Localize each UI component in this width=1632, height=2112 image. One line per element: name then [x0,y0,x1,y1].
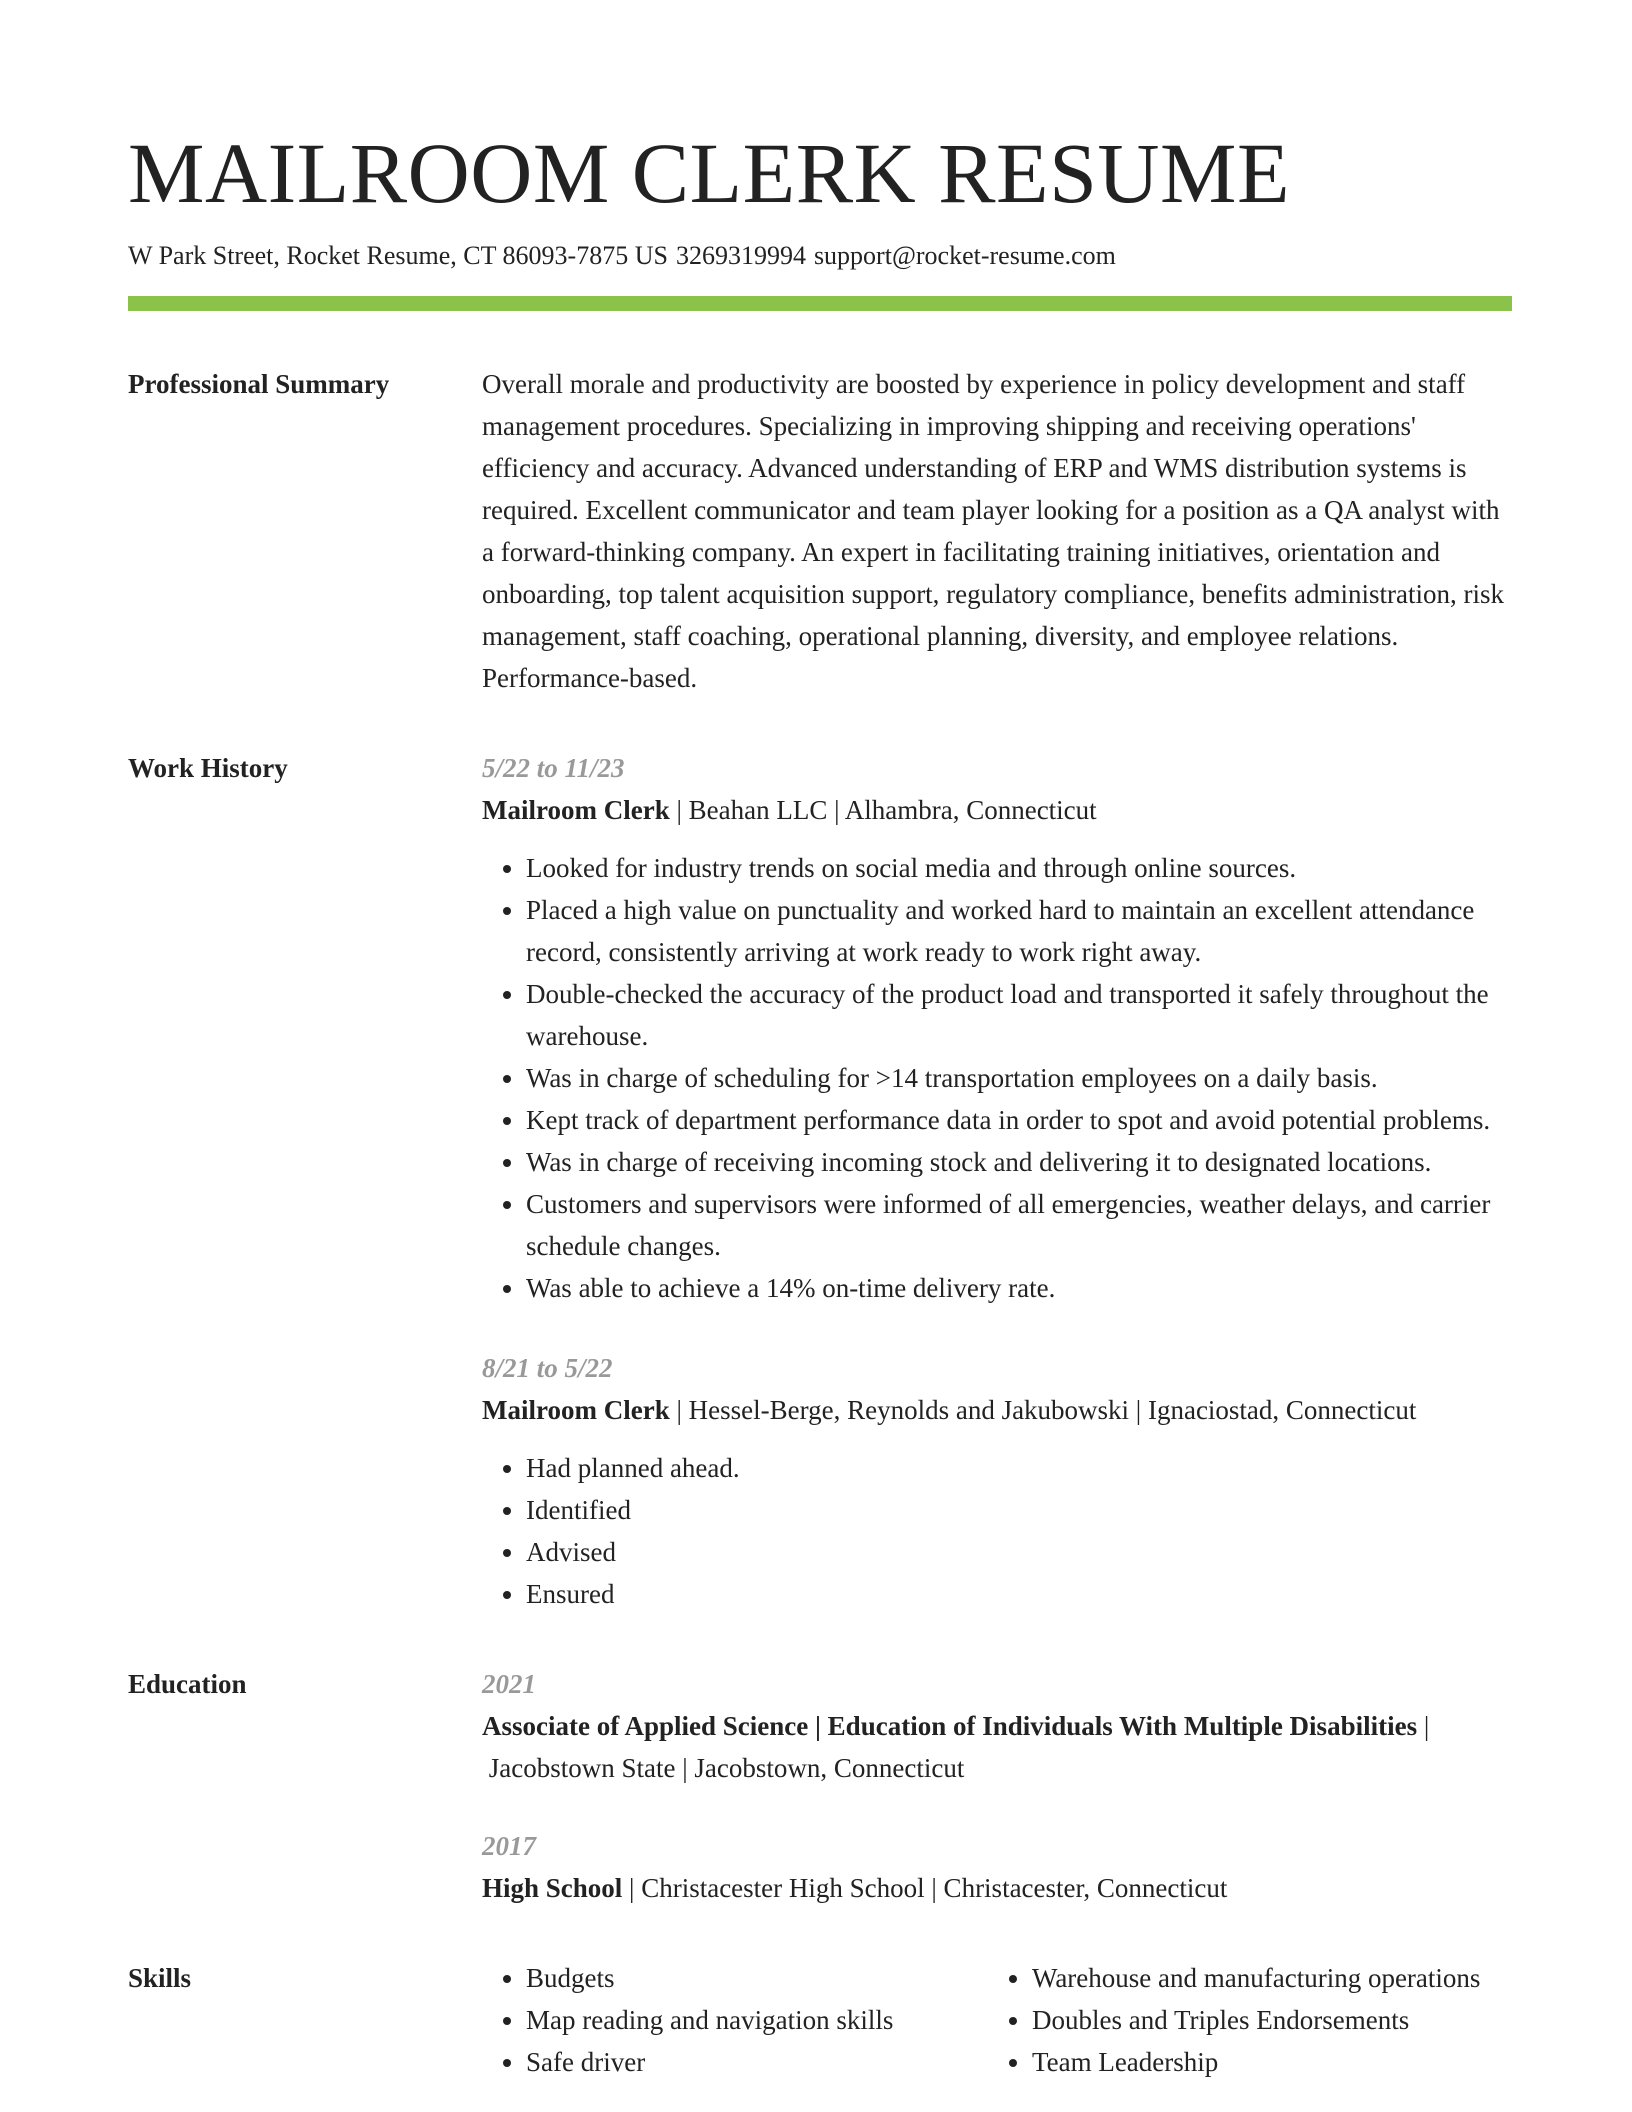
job-entry [482,1347,1512,1615]
education-entry [482,1663,1512,1789]
skill-item: • Map reading and navigation skills [526,1999,988,2041]
job-bullet: • Placed a high value on punctuality and worked hard to maintain an excellent attendance record, consistently arriving at work ready to work right away. [526,889,1512,973]
education-line [482,1705,1512,1789]
job-bullet: • Was in charge of scheduling for >14 transportation employees on a daily basis. [526,1057,1512,1099]
job-title: Mailroom Clerk [482,1395,670,1425]
job-bullet: • Had planned ahead. [526,1447,1512,1489]
summary-heading: Professional Summary [128,369,390,399]
skill-item: • Team Leadership [1032,2041,1494,2083]
job-details: | Beahan LLC | Alhambra, Connecticut [669,795,1097,825]
job-bullet: • Looked for industry trends on social media and through online sources. [526,847,1512,889]
education-degree: High School [482,1873,623,1903]
job-line [482,1389,1512,1431]
education-section [128,1663,1512,1909]
job-bullet: • Was able to achieve a 14% on-time delivery rate. [526,1267,1512,1309]
job-title: Mailroom Clerk [482,795,670,825]
education-line [482,1867,1512,1909]
education-year: 2017 [482,1831,536,1861]
education-heading: Education [128,1669,247,1699]
work-history-heading: Work History [128,753,288,783]
job-bullet: • Identified [526,1489,1512,1531]
job-bullets [482,1447,1512,1615]
contact-address: W Park Street, Rocket Resume, CT 86093-7875 US [128,241,668,270]
skill-item: • Warehouse and manufacturing operations [1032,1957,1494,1999]
job-entry [482,747,1512,1309]
job-details: | Hessel-Berge, Reynolds and Jakubowski | Ignaciostad, Connecticut [669,1395,1417,1425]
job-bullet: • Customers and supervisors were informed of all emergencies, weather delays, and carrier schedule changes. [526,1183,1512,1267]
header-divider [128,296,1512,311]
job-line [482,789,1512,831]
job-bullet: • Was in charge of receiving incoming stock and delivering it to designated locations. [526,1141,1512,1183]
skills-list-right [988,1957,1494,2083]
contact-line [128,238,1512,274]
education-degree: Associate of Applied Science | Education of Individuals With Multiple Disabilities [482,1711,1418,1741]
education-entry [482,1825,1512,1909]
skill-item: • Doubles and Triples Endorsements [1032,1999,1494,2041]
work-history-section [128,747,1512,1615]
resume-title: MAILROOM CLERK RESUME [128,125,1291,221]
education-details: | Christacester High School | Christacester, Connecticut [622,1873,1228,1903]
job-dates: 5/22 to 11/23 [482,753,625,783]
summary-section [128,363,1512,699]
summary-text: Overall morale and productivity are boosted by experience in policy development and staff management procedures. Specializing in improving shipping and receiving operations' efficiency and accuracy. Advanced understanding of ERP and WMS distribution systems is required. Excellent communicator and team player looking for a position as a QA analyst with a forward-thinking company. An expert in facilitating training initiatives, orientation and onboarding, top talent acquisition support, regulatory compliance, benefits administration, risk management, staff coaching, operational planning, diversity, and employee relations. Performance-based. [482,369,1505,693]
skills-heading: Skills [128,1963,192,1993]
job-dates: 8/21 to 5/22 [482,1353,613,1383]
resume-page [128,118,1512,2083]
contact-phone: 3269319994 [675,241,806,270]
skills-list-left [482,1957,988,2083]
education-year: 2021 [482,1669,536,1699]
job-bullet: • Double-checked the accuracy of the product load and transported it safely throughout the warehouse. [526,973,1512,1057]
contact-email: support@rocket-resume.com [813,241,1116,270]
skills-section [128,1957,1512,2083]
skill-item: • Budgets [526,1957,988,1999]
job-bullet: • Kept track of department performance data in order to spot and avoid potential problems. [526,1099,1512,1141]
job-bullets [482,847,1512,1309]
skills-columns [482,1957,1512,2083]
job-bullet: • Advised [526,1531,1512,1573]
skill-item: • Safe driver [526,2041,988,2083]
education-details: | Jacobstown State | Jacobstown, Connecticut [482,1711,1430,1783]
job-bullet: • Ensured [526,1573,1512,1615]
